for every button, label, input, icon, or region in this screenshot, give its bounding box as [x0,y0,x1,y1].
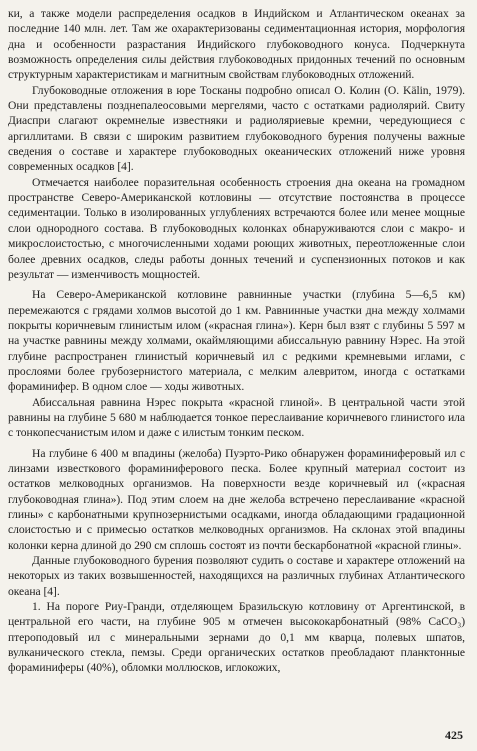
paragraph-5: Абиссальная равнина Нэрес покрыта «красной глиной». В центральной части этой равнины на глубине 5 680 м наблюдается тонкое переслаивание коричневого глинистого ила с тонкопесчанистым илом и даже с илистым тонким песком. [8,395,465,440]
paragraph-4: На Северо-Американской котловине равнинные участки (глубина 5—6,5 км) перемежаются с грядами холмов высотой до 1 км. Равнинные участки дна между холмами покрыты коричневым глинистым илом («красная глина»). Керн был взят с глубины 5 597 м на участке равнины между холмами, окаймляющими абиссальную равнину Нэрес. На этой глубине распространен глинистый коричневый ил с редкими кремневыми иглами, с прослоями более грубозернистого материала, с мелким алевритом, иногда с остатками фораминифер. В одном слое — ходы животных. [8,288,465,394]
paragraph-1: ки, а также модели распределения осадков в Индийском и Атлантическом океанах за последние 140 млн. лет. Там же охарактеризованы седиментационная история, морфология дна и особенности разрастания Индийского глубоководного конуса. Подчеркнута возможность определения силы действия глубоководных придонных течений по основным структурным характеристикам и магнитным свойствам глубоководных отложений. [8,7,465,82]
paragraph-3: Отмечается наиболее поразительная особенность строения дна океана на громадном пространстве Северо-Американской котловины — отсутствие постоянства в процессе седиментации. Только в изолированных углублениях встречаются более или менее мощные слои однородного состава. В глубоководных колонках обнаруживаются слои с макро- и микрослоистостью, с многочисленными ходами роющих животных, переотложенные слои более древних осадков, следы работы донных течений и суспензионных потоков и как результат — изменчивость мощностей. [8,175,465,281]
paragraph-6: На глубине 6 400 м впадины (желоба) Пуэрто-Рико обнаружен фораминиферовый ил с линзами известкового фораминиферового песка. Более крупный материал состоит из остатков мелководных организмов. На поверхности везде коричневый ил («красная глубоководная глина»). Под этим слоем на дне желоба встречено переслаивание «красной глины» с карбонатными крупнозернистыми осадками, иногда обладающими градационной слоистостью и с примесью остатков мелководных организмов. На склонах этой впадины колонки керна длиной до 290 см сплошь состоят из почти бескарбонатной «красной глины». [8,446,465,552]
page-number: 425 [445,728,463,742]
paragraph-2: Глубоководные отложения в юре Тосканы подробно описал О. Колин (O. Kälin, 1979). Они представлены позднепалеосовыми мергелями, часто с остатками радиолярий. Свиту Диаспри слагают окремнелые известняки и радиоляриевые кремни, чередующиеся с аргиллитами. В связи с широким развитием глубоководного бурения получены важные сведения о составе и характере глубоководных океанических отложений ниже уровня современных осадков [4]. [8,83,465,174]
paragraph-8: 1. На пороге Риу-Гранди, отделяющем Бразильскую котловину от Аргентинской, в центральной его части, на глубине 905 м отмечен высококарбонатный (98% CaCO₃) птероподовый ил с минеральными зернами до 0,1 мм кварца, полевых шпатов, вулканического стекла, пемзы. Среди органических остатков преобладают планктонные фораминиферы (40%), обломки моллюсков, иглокожих, [8,600,465,675]
paragraph-7: Данные глубоководного бурения позволяют судить о составе и характере отложений на некоторых из таких возвышенностей, находящихся на различных глубинах Атлантического океана [4]. [8,554,465,598]
